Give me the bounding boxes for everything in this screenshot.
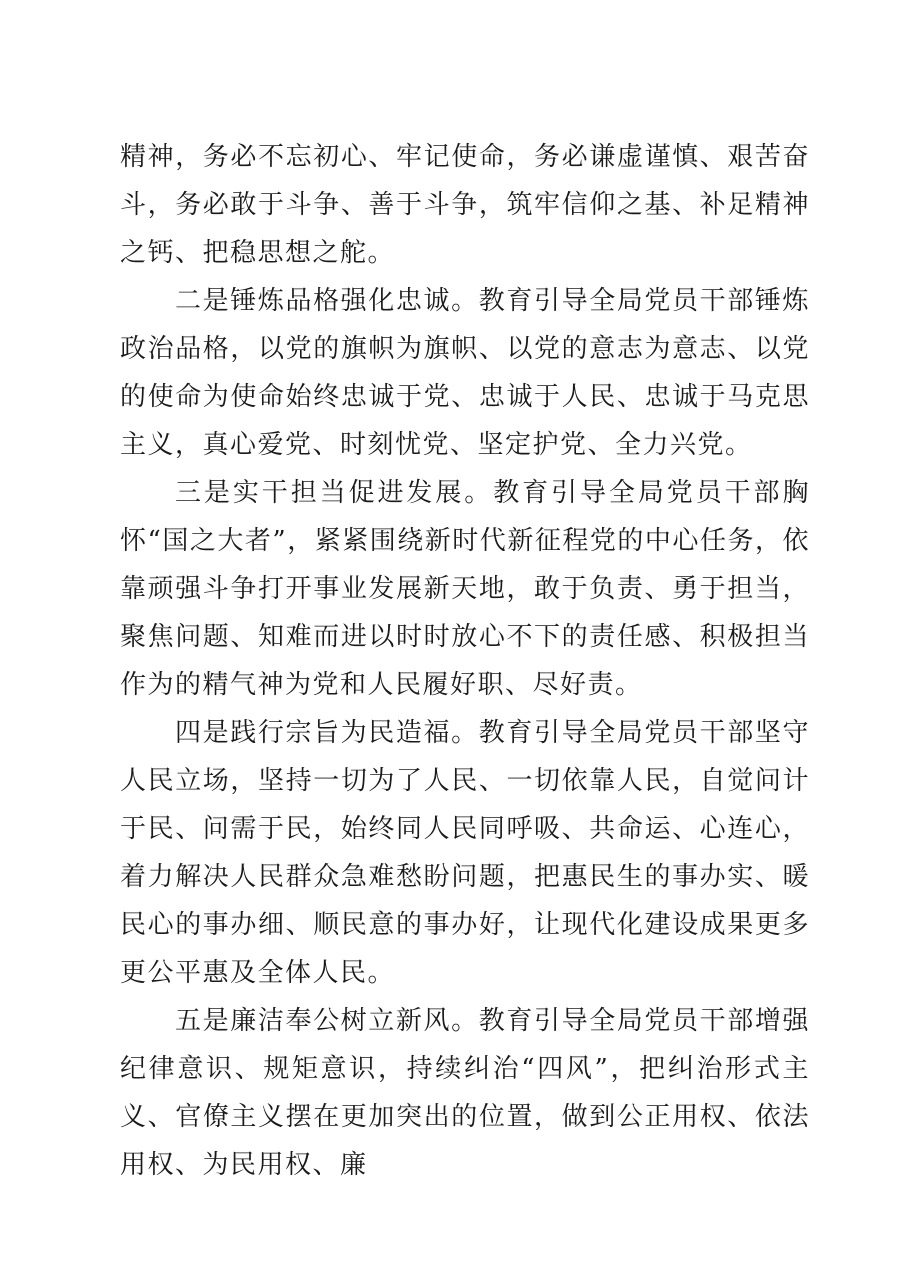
paragraph-point-4: 四是践行宗旨为民造福。教育引导全局党员干部坚守人民立场，坚持一切为了人民、一切依靠人民，自觉问计于民、问需于民，始终同人民同呼吸、共命运、心连心，着力解决人民群众急难愁盼问题，把惠民生的事办实、暖民心的事办细、顺民意的事办好，让现代化建设成果更多更公平惠及全体人民。	[120, 718, 810, 988]
paragraph-continuation: 精神，务必不忘初心、牢记使命，务必谦虚谨慎、艰苦奋斗，务必敢于斗争、善于斗争，筑牢信仰之基、补足精神之钙、把稳思想之舵。	[120, 142, 810, 268]
paragraph-point-3: 三是实干担当促进发展。教育引导全局党员干部胸怀“国之大者”，紧紧围绕新时代新征程党的中心任务，依靠顽强斗争打开事业发展新天地，敢于负责、勇于担当，聚焦问题、知难而进以时时放心不下的责任感、积极担当作为的精气神为党和人民履好职、尽好责。	[120, 478, 810, 700]
document-body	[120, 133, 810, 1189]
paragraph-point-5: 五是廉洁奉公树立新风。教育引导全局党员干部增强纪律意识、规矩意识，持续纠治“四风”，把纠治形式主义、官僚主义摆在更加突出的位置，做到公正用权、依法用权、为民用权、廉	[120, 1006, 810, 1180]
paragraph-point-2: 二是锤炼品格强化忠诚。教育引导全局党员干部锤炼政治品格，以党的旗帜为旗帜、以党的意志为意志、以党的使命为使命始终忠诚于党、忠诚于人民、忠诚于马克思主义，真心爱党、时刻忧党、坚定护党、全力兴党。	[120, 286, 810, 460]
